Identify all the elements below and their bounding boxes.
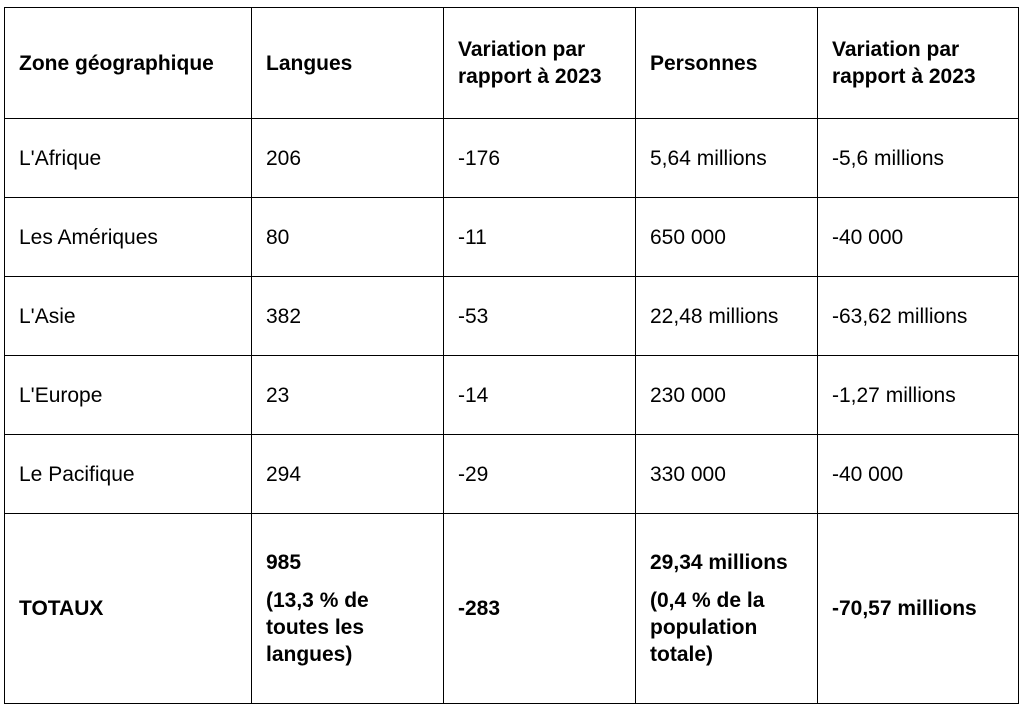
- header-cell-people-change: Variation par rapport à 2023: [818, 8, 1019, 119]
- people-change-cell: -1,27 millions: [818, 356, 1019, 435]
- totals-label-cell: TOTAUX: [5, 514, 252, 704]
- languages-change-cell: -176: [444, 119, 636, 198]
- header-cell-zone: Zone géographique: [5, 8, 252, 119]
- zone-cell: Le Pacifique: [5, 435, 252, 514]
- people-cell: 330 000: [636, 435, 818, 514]
- languages-change-cell: -14: [444, 356, 636, 435]
- people-change-cell: -40 000: [818, 435, 1019, 514]
- table-row: [5, 198, 1019, 277]
- people-change-cell: -5,6 millions: [818, 119, 1019, 198]
- people-change-cell: -40 000: [818, 198, 1019, 277]
- totals-people-cell: 29,34 millions (0,4 % de la population totale): [636, 514, 818, 704]
- languages-cell: 382: [252, 277, 444, 356]
- table-row: [5, 356, 1019, 435]
- people-cell: 5,64 millions: [636, 119, 818, 198]
- languages-cell: 206: [252, 119, 444, 198]
- table-row: [5, 435, 1019, 514]
- people-cell: 230 000: [636, 356, 818, 435]
- languages-table: [4, 7, 1019, 704]
- languages-cell: 294: [252, 435, 444, 514]
- totals-languages-change-cell: -283: [444, 514, 636, 704]
- table-header-row: [5, 8, 1019, 119]
- zone-cell: Les Amériques: [5, 198, 252, 277]
- table-row: [5, 119, 1019, 198]
- languages-change-cell: -11: [444, 198, 636, 277]
- zone-cell: L'Afrique: [5, 119, 252, 198]
- header-cell-languages-change: Variation par rapport à 2023: [444, 8, 636, 119]
- totals-row: [5, 514, 1019, 704]
- languages-change-cell: -53: [444, 277, 636, 356]
- languages-cell: 80: [252, 198, 444, 277]
- totals-people-change-cell: -70,57 millions: [818, 514, 1019, 704]
- people-cell: 22,48 millions: [636, 277, 818, 356]
- header-cell-languages: Langues: [252, 8, 444, 119]
- people-cell: 650 000: [636, 198, 818, 277]
- zone-cell: L'Europe: [5, 356, 252, 435]
- languages-cell: 23: [252, 356, 444, 435]
- zone-cell: L'Asie: [5, 277, 252, 356]
- header-cell-people: Personnes: [636, 8, 818, 119]
- languages-change-cell: -29: [444, 435, 636, 514]
- totals-languages-cell: 985 (13,3 % de toutes les langues): [252, 514, 444, 704]
- people-change-cell: -63,62 millions: [818, 277, 1019, 356]
- table-row: [5, 277, 1019, 356]
